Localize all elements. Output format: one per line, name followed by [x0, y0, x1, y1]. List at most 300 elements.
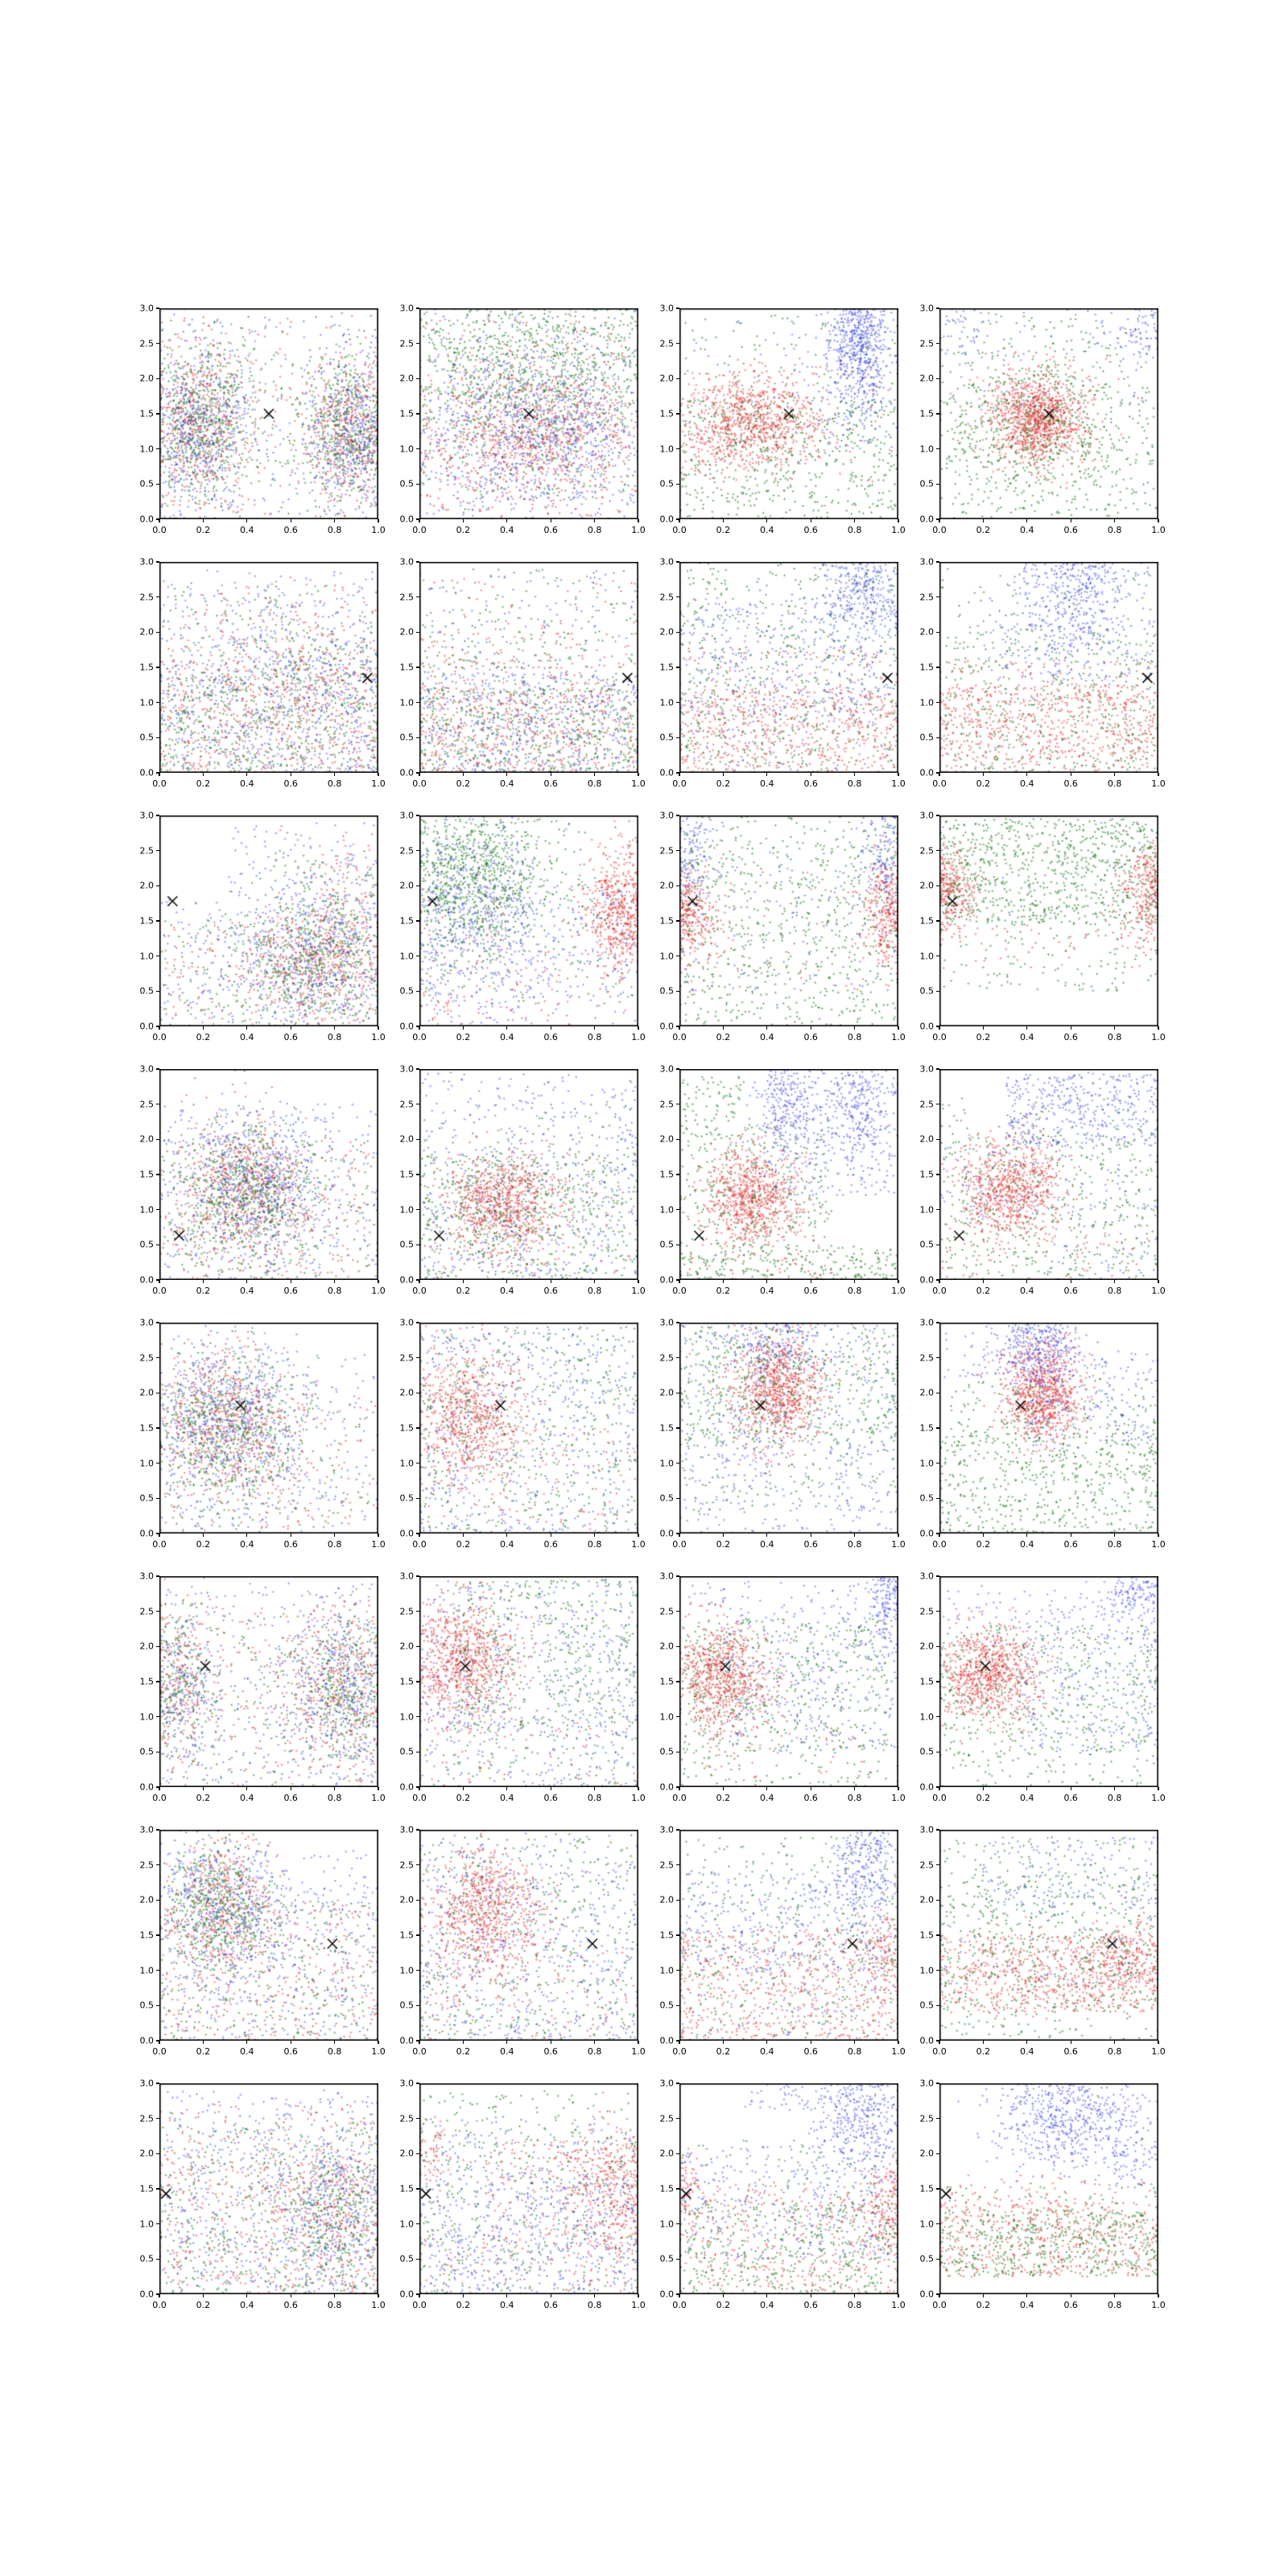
- y-tick-label: 2.0: [919, 1894, 934, 1905]
- y-tick-label: 1.0: [399, 1965, 414, 1976]
- y-tick-label: 1.0: [139, 1204, 154, 1216]
- y-tick-mark: [156, 413, 159, 414]
- y-tick-label: 0.5: [659, 1746, 674, 1757]
- y-tick-label: 0.0: [919, 2035, 934, 2046]
- y-tick-label: 0.0: [399, 1021, 414, 1032]
- y-tick-label: 2.5: [139, 1606, 154, 1617]
- y-tick-mark: [936, 2153, 939, 2154]
- x-tick-label: 0.0: [932, 1539, 947, 1550]
- y-tick-mark: [936, 1864, 939, 1865]
- x-tick-mark: [766, 2294, 767, 2297]
- x-tick-label: 0.0: [152, 1286, 167, 1296]
- x-tick-mark: [334, 1280, 335, 1283]
- y-tick-label: 1.5: [139, 1422, 154, 1434]
- x-tick-mark: [246, 773, 247, 776]
- y-tick-label: 3.0: [399, 810, 414, 821]
- x-tick-mark: [1026, 1534, 1027, 1537]
- y-tick-label: 1.0: [659, 2219, 674, 2230]
- y-tick-label: 1.5: [919, 2183, 934, 2194]
- y-tick-label: 3.0: [919, 303, 934, 314]
- y-tick-label: 1.5: [659, 1422, 674, 1434]
- y-tick-label: 2.0: [919, 1133, 934, 1145]
- x-tick-label: 0.0: [152, 525, 167, 535]
- y-tick-mark: [676, 1970, 679, 1971]
- y-tick-mark: [676, 632, 679, 633]
- x-tick-mark: [723, 1026, 724, 1030]
- y-tick-label: 2.0: [139, 626, 154, 638]
- y-tick-label: 1.0: [399, 444, 414, 455]
- y-tick-mark: [936, 1681, 939, 1682]
- y-tick-label: 2.0: [919, 626, 934, 638]
- y-tick-label: 0.0: [139, 2035, 154, 2046]
- y-tick-label: 0.0: [919, 2289, 934, 2300]
- y-tick-label: 2.0: [139, 880, 154, 891]
- y-tick-mark: [676, 702, 679, 703]
- y-tick-label: 3.0: [399, 1824, 414, 1835]
- y-tick-label: 2.0: [139, 2148, 154, 2159]
- x-tick-label: 0.6: [803, 1539, 818, 1550]
- scatter-canvas: [679, 1069, 898, 1280]
- y-tick-label: 2.0: [659, 2148, 674, 2159]
- x-tick-label: 0.0: [672, 525, 687, 535]
- y-tick-label: 1.0: [139, 1458, 154, 1469]
- x-tick-label: 0.2: [456, 1032, 471, 1042]
- scatter-canvas: [419, 1069, 638, 1280]
- x-tick-mark: [203, 1534, 204, 1537]
- x-tick-label: 1.0: [631, 2300, 646, 2310]
- y-tick-mark: [156, 991, 159, 992]
- x-tick-label: 0.2: [716, 525, 731, 535]
- x-tick-label: 0.2: [456, 2300, 471, 2310]
- y-tick-label: 2.0: [659, 1387, 674, 1398]
- subplot-r3-c4: [919, 810, 1166, 1042]
- x-tick-label: 1.0: [631, 1032, 646, 1042]
- y-tick-label: 1.0: [919, 1965, 934, 1976]
- x-tick-label: 0.4: [1020, 778, 1034, 789]
- y-tick-label: 1.5: [139, 915, 154, 927]
- x-tick-label: 1.0: [371, 1539, 386, 1550]
- x-tick-label: 0.2: [456, 2046, 471, 2057]
- x-tick-mark: [766, 1280, 767, 1283]
- y-tick-label: 1.5: [399, 915, 414, 927]
- y-tick-label: 1.0: [399, 697, 414, 708]
- y-tick-label: 2.0: [139, 1133, 154, 1145]
- y-tick-mark: [416, 991, 419, 992]
- x-tick-label: 0.2: [976, 778, 991, 789]
- y-tick-label: 0.5: [399, 1239, 414, 1250]
- y-tick-mark: [156, 1498, 159, 1499]
- y-tick-label: 3.0: [139, 810, 154, 821]
- x-tick-mark: [334, 519, 335, 522]
- y-tick-mark: [936, 1322, 939, 1323]
- scatter-canvas: [939, 1323, 1158, 1534]
- y-tick-label: 2.0: [659, 1133, 674, 1145]
- y-tick-mark: [676, 1829, 679, 1830]
- y-tick-mark: [936, 1900, 939, 1901]
- y-tick-mark: [156, 1427, 159, 1428]
- x-tick-label: 0.0: [412, 1286, 427, 1296]
- y-tick-label: 0.0: [919, 1274, 934, 1286]
- y-tick-mark: [416, 1934, 419, 1935]
- x-tick-label: 0.2: [196, 778, 211, 789]
- y-tick-mark: [416, 2040, 419, 2041]
- y-tick-label: 0.5: [139, 2000, 154, 2011]
- subplot-r4-c3: [659, 1063, 906, 1296]
- x-tick-label: 0.2: [196, 1539, 211, 1550]
- y-tick-mark: [416, 2293, 419, 2294]
- subplot-r3-c1: [139, 810, 386, 1042]
- x-tick-label: 0.4: [760, 2046, 774, 2057]
- x-tick-mark: [594, 2041, 595, 2044]
- y-tick-label: 1.0: [399, 1204, 414, 1216]
- y-tick-mark: [416, 702, 419, 703]
- subplot-r8-c1: [139, 2078, 386, 2310]
- y-tick-label: 1.5: [919, 1422, 934, 1434]
- x-tick-label: 0.4: [500, 1286, 514, 1296]
- y-tick-label: 2.0: [399, 1641, 414, 1652]
- y-tick-label: 0.0: [659, 1781, 674, 1793]
- y-tick-label: 1.5: [919, 662, 934, 673]
- x-tick-label: 0.0: [932, 2046, 947, 2057]
- x-tick-mark: [594, 2294, 595, 2297]
- x-tick-label: 1.0: [891, 2300, 906, 2310]
- x-tick-label: 0.0: [932, 1032, 947, 1042]
- y-tick-label: 1.5: [659, 1169, 674, 1180]
- y-tick-mark: [416, 378, 419, 379]
- y-tick-label: 1.0: [139, 1711, 154, 1723]
- x-tick-label: 0.2: [716, 2300, 731, 2310]
- y-tick-mark: [676, 991, 679, 992]
- y-tick-label: 0.0: [139, 514, 154, 525]
- x-tick-mark: [334, 1534, 335, 1537]
- y-tick-mark: [936, 1575, 939, 1576]
- x-tick-mark: [463, 1280, 464, 1283]
- y-tick-label: 1.0: [139, 951, 154, 962]
- x-tick-label: 0.4: [760, 1793, 774, 1803]
- y-tick-label: 0.5: [139, 478, 154, 489]
- x-tick-mark: [203, 1787, 204, 1790]
- y-tick-mark: [936, 484, 939, 485]
- x-tick-mark: [463, 773, 464, 776]
- x-tick-label: 0.8: [847, 2046, 862, 2057]
- y-tick-label: 2.5: [399, 338, 414, 349]
- y-tick-label: 1.0: [919, 1458, 934, 1469]
- x-tick-mark: [463, 1026, 464, 1030]
- y-tick-label: 0.5: [919, 2000, 934, 2011]
- y-tick-mark: [936, 1139, 939, 1140]
- x-tick-mark: [246, 1534, 247, 1537]
- y-tick-mark: [156, 920, 159, 921]
- y-tick-label: 3.0: [919, 1063, 934, 1075]
- subplot-r7-c3: [659, 1824, 906, 2057]
- x-tick-label: 0.0: [152, 2046, 167, 2057]
- x-tick-label: 1.0: [371, 2300, 386, 2310]
- x-tick-mark: [334, 1026, 335, 1030]
- y-tick-label: 1.5: [399, 2183, 414, 2194]
- y-tick-mark: [416, 1716, 419, 1717]
- x-tick-label: 0.4: [1020, 2046, 1034, 2057]
- x-tick-label: 0.2: [456, 1539, 471, 1550]
- y-tick-label: 0.5: [919, 2253, 934, 2264]
- x-tick-mark: [983, 1787, 984, 1790]
- scatter-canvas: [419, 1576, 638, 1787]
- x-tick-mark: [766, 2041, 767, 2044]
- x-tick-label: 0.6: [283, 778, 298, 789]
- y-tick-label: 0.0: [399, 514, 414, 525]
- y-tick-label: 0.0: [919, 767, 934, 778]
- y-tick-label: 2.5: [399, 845, 414, 857]
- x-tick-mark: [1114, 773, 1115, 776]
- x-tick-label: 1.0: [1151, 525, 1166, 535]
- x-tick-label: 0.6: [803, 525, 818, 535]
- y-tick-label: 0.5: [399, 2253, 414, 2264]
- y-tick-mark: [416, 1575, 419, 1576]
- y-tick-label: 2.0: [659, 1894, 674, 1905]
- x-tick-label: 0.6: [543, 1793, 558, 1803]
- y-tick-label: 0.5: [399, 985, 414, 997]
- scatter-canvas: [159, 562, 378, 773]
- y-tick-label: 1.5: [139, 1676, 154, 1687]
- y-tick-mark: [676, 561, 679, 562]
- x-tick-label: 0.4: [240, 2046, 254, 2057]
- subplot-r4-c4: [919, 1063, 1166, 1296]
- x-tick-label: 0.2: [196, 2046, 211, 2057]
- y-tick-label: 2.0: [919, 2148, 934, 2159]
- y-tick-label: 0.0: [399, 1274, 414, 1286]
- y-tick-label: 2.5: [399, 1352, 414, 1364]
- y-tick-mark: [676, 413, 679, 414]
- y-tick-label: 2.5: [399, 1099, 414, 1110]
- subplot-r3-c2: [399, 810, 646, 1042]
- y-tick-mark: [156, 1829, 159, 1830]
- subplot-r8-c3: [659, 2078, 906, 2310]
- x-tick-mark: [334, 2294, 335, 2297]
- y-tick-label: 0.5: [659, 1239, 674, 1250]
- x-tick-label: 0.6: [803, 1032, 818, 1042]
- x-tick-label: 0.0: [412, 2046, 427, 2057]
- x-tick-label: 0.0: [932, 2300, 947, 2310]
- y-tick-label: 2.5: [659, 338, 674, 349]
- x-tick-label: 0.0: [932, 1286, 947, 1296]
- y-tick-mark: [676, 2040, 679, 2041]
- y-tick-label: 0.5: [659, 2253, 674, 2264]
- y-tick-mark: [156, 2118, 159, 2119]
- x-tick-mark: [1026, 773, 1027, 776]
- y-tick-label: 3.0: [399, 556, 414, 568]
- y-tick-mark: [156, 1864, 159, 1865]
- scatter-canvas: [939, 562, 1158, 773]
- y-tick-label: 2.5: [659, 2113, 674, 2124]
- y-tick-label: 1.5: [659, 915, 674, 927]
- y-tick-label: 3.0: [399, 2078, 414, 2089]
- x-tick-label: 0.8: [847, 2300, 862, 2310]
- subplot-r1-c2: [399, 303, 646, 535]
- x-tick-label: 0.0: [932, 778, 947, 789]
- y-tick-mark: [676, 2293, 679, 2294]
- x-tick-label: 0.2: [196, 525, 211, 535]
- x-tick-mark: [723, 519, 724, 522]
- y-tick-label: 1.0: [399, 1711, 414, 1723]
- y-tick-mark: [156, 2293, 159, 2294]
- y-tick-mark: [416, 561, 419, 562]
- x-tick-label: 0.8: [1107, 1539, 1122, 1550]
- y-tick-label: 0.5: [659, 1492, 674, 1504]
- y-tick-mark: [936, 850, 939, 851]
- y-tick-label: 1.5: [659, 2183, 674, 2194]
- x-tick-label: 0.8: [327, 2046, 342, 2057]
- y-tick-mark: [936, 1068, 939, 1069]
- x-tick-mark: [1114, 2294, 1115, 2297]
- scatter-canvas: [159, 1576, 378, 1787]
- x-tick-mark: [463, 519, 464, 522]
- x-tick-mark: [854, 1534, 855, 1537]
- y-tick-mark: [156, 737, 159, 738]
- y-tick-mark: [156, 1209, 159, 1210]
- x-tick-label: 0.8: [587, 778, 602, 789]
- x-tick-mark: [854, 2294, 855, 2297]
- x-tick-label: 0.4: [500, 1032, 514, 1042]
- x-tick-label: 0.8: [587, 525, 602, 535]
- y-tick-label: 2.0: [399, 2148, 414, 2159]
- x-tick-mark: [594, 519, 595, 522]
- scatter-canvas: [679, 308, 898, 519]
- x-tick-label: 0.4: [760, 1032, 774, 1042]
- y-tick-label: 2.5: [659, 592, 674, 603]
- x-tick-label: 0.8: [847, 1286, 862, 1296]
- x-tick-label: 0.4: [500, 525, 514, 535]
- y-tick-mark: [676, 737, 679, 738]
- x-tick-label: 0.8: [587, 1286, 602, 1296]
- x-tick-mark: [854, 1787, 855, 1790]
- x-tick-label: 0.2: [456, 525, 471, 535]
- y-tick-mark: [416, 1139, 419, 1140]
- x-tick-label: 0.8: [587, 1539, 602, 1550]
- y-tick-label: 2.5: [919, 2113, 934, 2124]
- x-tick-mark: [594, 773, 595, 776]
- y-tick-label: 1.0: [659, 444, 674, 455]
- y-tick-label: 2.5: [139, 338, 154, 349]
- x-tick-label: 0.4: [500, 2046, 514, 2057]
- y-tick-mark: [676, 1716, 679, 1717]
- y-tick-mark: [416, 920, 419, 921]
- x-tick-label: 0.8: [327, 778, 342, 789]
- x-tick-mark: [854, 1280, 855, 1283]
- y-tick-mark: [156, 518, 159, 519]
- y-tick-mark: [936, 1970, 939, 1971]
- y-tick-mark: [416, 1829, 419, 1830]
- x-tick-label: 1.0: [1151, 1286, 1166, 1296]
- y-tick-label: 2.0: [659, 373, 674, 384]
- x-tick-label: 0.4: [1020, 1793, 1034, 1803]
- y-tick-label: 0.0: [659, 1528, 674, 1539]
- x-tick-label: 1.0: [631, 1793, 646, 1803]
- y-tick-mark: [416, 1646, 419, 1647]
- y-tick-label: 2.5: [399, 2113, 414, 2124]
- x-tick-mark: [983, 773, 984, 776]
- y-tick-label: 2.5: [659, 1606, 674, 1617]
- y-tick-label: 0.0: [659, 1274, 674, 1286]
- y-tick-label: 3.0: [139, 303, 154, 314]
- y-tick-mark: [156, 1900, 159, 1901]
- x-tick-mark: [723, 2294, 724, 2297]
- y-tick-label: 2.5: [139, 1352, 154, 1364]
- x-tick-mark: [1114, 1026, 1115, 1030]
- x-tick-mark: [1114, 1280, 1115, 1283]
- x-tick-label: 0.6: [543, 2046, 558, 2057]
- x-tick-mark: [854, 773, 855, 776]
- y-tick-label: 2.0: [919, 1387, 934, 1398]
- y-tick-label: 3.0: [919, 2078, 934, 2089]
- x-tick-mark: [983, 1026, 984, 1030]
- x-tick-label: 1.0: [371, 778, 386, 789]
- scatter-canvas: [419, 2083, 638, 2294]
- x-tick-label: 0.2: [196, 1032, 211, 1042]
- x-tick-mark: [506, 1787, 507, 1790]
- y-tick-mark: [676, 1900, 679, 1901]
- x-tick-label: 0.8: [1107, 2046, 1122, 2057]
- y-tick-mark: [936, 737, 939, 738]
- subplot-r2-c2: [399, 556, 646, 789]
- y-tick-mark: [416, 1970, 419, 1971]
- y-tick-label: 2.0: [139, 373, 154, 384]
- scatter-canvas: [939, 1069, 1158, 1280]
- y-tick-mark: [156, 1786, 159, 1787]
- x-tick-mark: [594, 1026, 595, 1030]
- y-tick-label: 2.5: [659, 1352, 674, 1364]
- y-tick-mark: [416, 484, 419, 485]
- x-tick-label: 0.2: [196, 1793, 211, 1803]
- y-tick-mark: [936, 2188, 939, 2189]
- y-tick-label: 1.0: [139, 1965, 154, 1976]
- x-tick-mark: [766, 1787, 767, 1790]
- x-tick-mark: [506, 1534, 507, 1537]
- y-tick-label: 0.0: [399, 2289, 414, 2300]
- subplot-r4-c1: [139, 1063, 386, 1296]
- y-tick-mark: [676, 1533, 679, 1534]
- y-tick-label: 0.0: [399, 767, 414, 778]
- y-tick-label: 2.5: [139, 1860, 154, 1871]
- x-tick-label: 1.0: [1151, 1539, 1166, 1550]
- x-tick-label: 0.8: [587, 1032, 602, 1042]
- x-tick-label: 0.6: [283, 1793, 298, 1803]
- y-tick-mark: [676, 378, 679, 379]
- x-tick-label: 0.8: [847, 1539, 862, 1550]
- y-tick-mark: [416, 1498, 419, 1499]
- y-tick-label: 1.0: [139, 697, 154, 708]
- y-tick-mark: [676, 2259, 679, 2260]
- y-tick-label: 0.5: [659, 985, 674, 997]
- y-tick-mark: [936, 518, 939, 519]
- y-tick-mark: [156, 850, 159, 851]
- x-tick-label: 0.0: [412, 1032, 427, 1042]
- x-tick-label: 0.0: [412, 1539, 427, 1550]
- y-tick-label: 2.0: [659, 1641, 674, 1652]
- y-tick-mark: [156, 702, 159, 703]
- y-tick-label: 0.0: [659, 2289, 674, 2300]
- x-tick-label: 0.6: [283, 2300, 298, 2310]
- y-tick-label: 3.0: [139, 1063, 154, 1075]
- y-tick-mark: [676, 850, 679, 851]
- x-tick-label: 0.0: [672, 1539, 687, 1550]
- subplot-r1-c1: [139, 303, 386, 535]
- y-tick-mark: [156, 2153, 159, 2154]
- x-tick-label: 0.2: [976, 1793, 991, 1803]
- scatter-canvas: [419, 1830, 638, 2041]
- y-tick-mark: [156, 1716, 159, 1717]
- x-tick-label: 0.8: [587, 1793, 602, 1803]
- x-tick-mark: [983, 2041, 984, 2044]
- y-tick-mark: [416, 737, 419, 738]
